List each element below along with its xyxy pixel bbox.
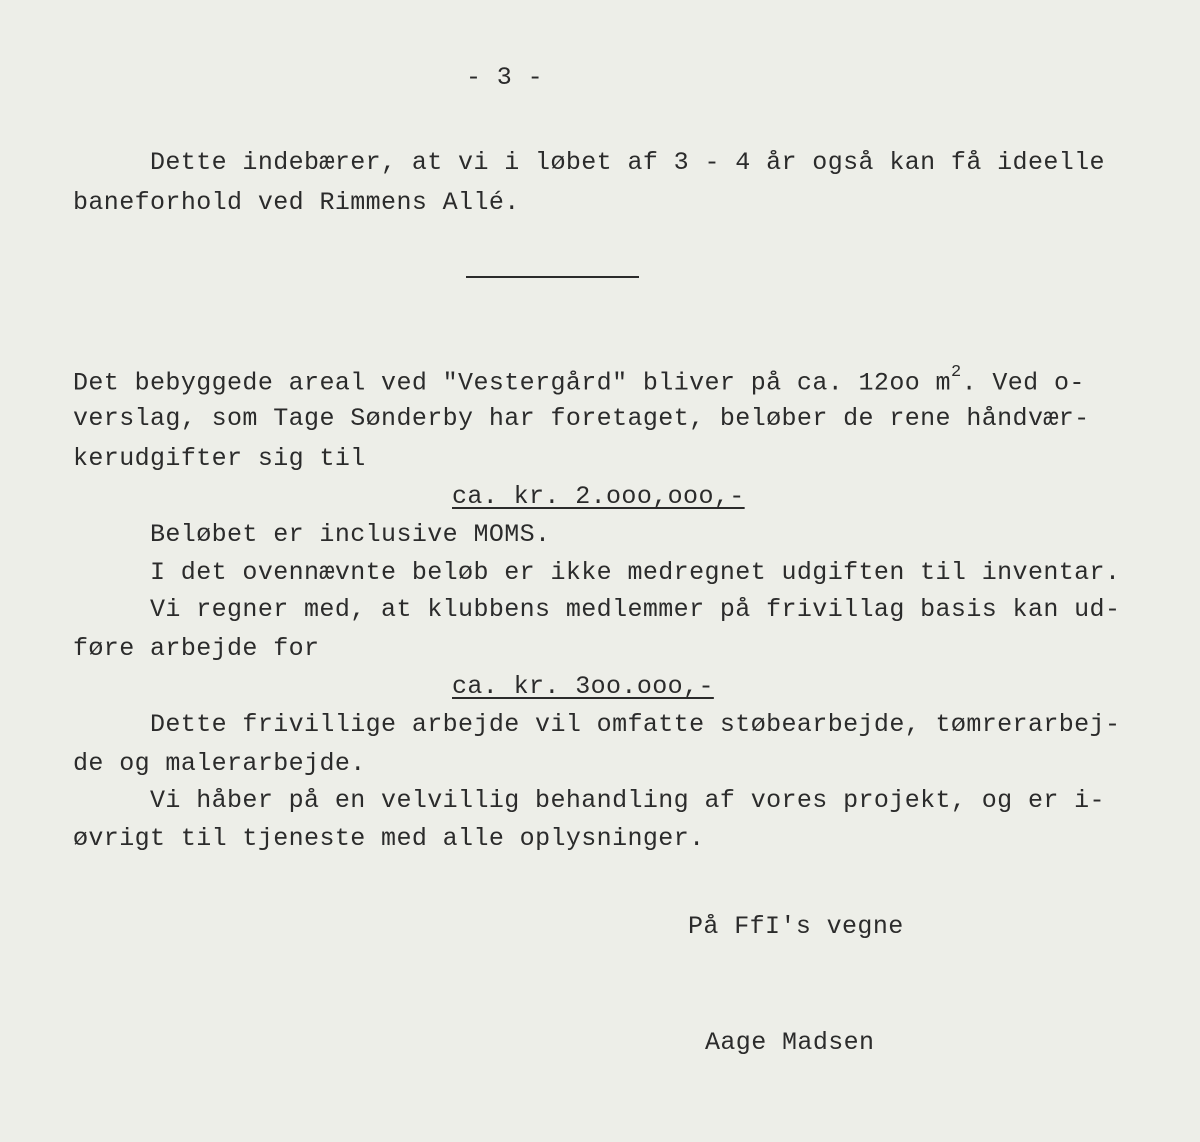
signature-name: Aage Madsen [705, 1028, 875, 1057]
paragraph-1-line-1: Dette indebærer, at vi i løbet af 3 - 4 år også kan få ideelle [150, 148, 1105, 177]
closing-line-2: øvrigt til tjeneste med alle oplysninger. [73, 824, 705, 853]
paragraph-2-line-2: verslag, som Tage Sønderby har foretaget, beløber de rene håndvær- [73, 404, 1090, 433]
volunteer-line-2: føre arbejde for [73, 634, 320, 663]
superscript-squared: 2 [950, 363, 962, 382]
volunteer-line-1: Vi regner med, at klubbens medlemmer på frivillag basis kan ud- [150, 595, 1121, 624]
volunteer-work-line-1: Dette frivillige arbejde vil omfatte støbearbejde, tømrerarbej- [150, 710, 1121, 739]
on-behalf-line: På FfI's vegne [688, 912, 904, 941]
amount-total: ca. kr. 2.ooo,ooo,- [452, 482, 745, 511]
closing-line-1: Vi håber på en velvillig behandling af vores projekt, og er i- [150, 786, 1105, 815]
amount-volunteer: ca. kr. 3oo.ooo,- [452, 672, 714, 701]
paragraph-2-line-3: kerudgifter sig til [73, 444, 366, 473]
volunteer-work-line-2: de og malerarbejde. [73, 749, 366, 778]
inventory-line: I det ovennævnte beløb er ikke medregnet udgiften til inventar. [150, 558, 1121, 587]
paragraph-2-line-1-end: . Ved o- [961, 368, 1085, 398]
paragraph-2-line-1-start: Det bebyggede areal ved "Vestergård" bliver på ca. 12oo m [73, 368, 951, 398]
section-divider [466, 276, 639, 278]
page-number: - 3 - [466, 63, 544, 92]
paragraph-1-line-2: baneforhold ved Rimmens Allé. [73, 188, 520, 217]
moms-line: Beløbet er inclusive MOMS. [150, 520, 551, 549]
paragraph-2-line-1 [73, 363, 1085, 398]
